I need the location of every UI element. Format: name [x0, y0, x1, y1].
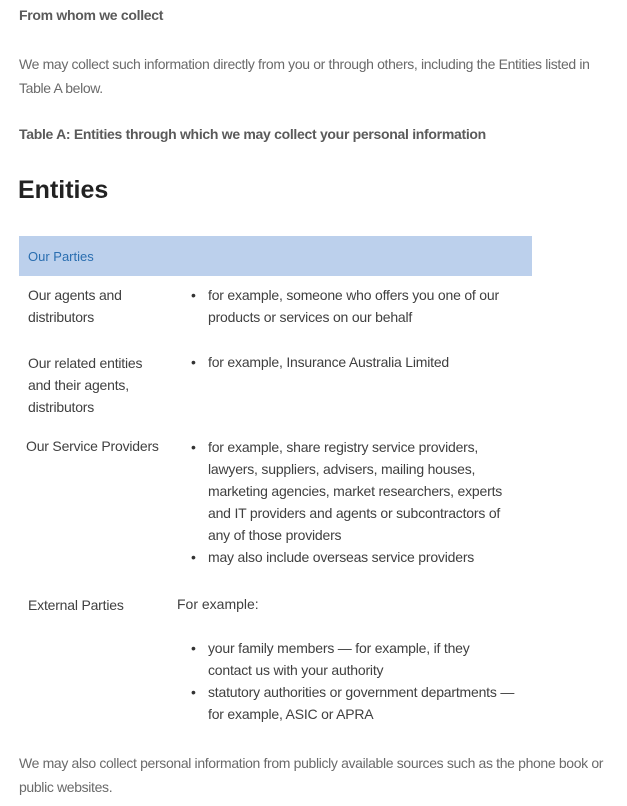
row-content: [190, 351, 520, 373]
row-label: External Parties: [28, 597, 124, 613]
bullet-list: [190, 351, 520, 373]
bullet-list: [190, 284, 520, 328]
row-lead-text: For example:: [177, 596, 259, 612]
closing-paragraph: We may also collect personal information from publicly available sources such as the phone book or public websites.: [19, 755, 604, 795]
row-content: [190, 284, 520, 328]
list-item: • for example, Insurance Australia Limited: [190, 351, 520, 373]
table-header: [19, 236, 532, 276]
bullet-icon: •: [191, 439, 196, 455]
intro-paragraph: We may collect such information directly from you or through others, including the Entities listed in Table A below.: [19, 56, 590, 96]
list-item: • may also include overseas service providers: [190, 546, 510, 568]
bullet-icon: •: [191, 549, 196, 565]
row-content: [190, 637, 515, 725]
row-label: Our Service Providers: [26, 438, 159, 454]
row-label: Our related entities and their agents, distributors: [28, 355, 143, 415]
bullet-icon: •: [191, 684, 196, 700]
table-header-label: Our Parties: [28, 249, 94, 264]
bullet-icon: •: [191, 354, 196, 370]
list-item: • statutory authorities or government departments — for example, ASIC or APRA: [190, 681, 515, 725]
bullet-list: [190, 637, 515, 725]
bullet-icon: •: [191, 640, 196, 656]
row-content: [190, 436, 510, 568]
row-label: Our agents and distributors: [28, 287, 122, 325]
intro-heading: From whom we collect: [19, 7, 164, 23]
table-title: Table A: Entities through which we may collect your personal information: [19, 126, 486, 142]
entities-heading: Entities: [18, 176, 109, 204]
list-item: • for example, someone who offers you one of our products or services on our behalf: [190, 284, 520, 328]
bullet-icon: •: [191, 287, 196, 303]
bullet-list: [190, 436, 510, 568]
list-item: • for example, share registry service providers, lawyers, suppliers, advisers, mailing houses, marketing agencies, market researchers, experts and IT providers and agents or subcontractors of any of those providers: [190, 436, 510, 546]
list-item: • your family members — for example, if they contact us with your authority: [190, 637, 515, 681]
